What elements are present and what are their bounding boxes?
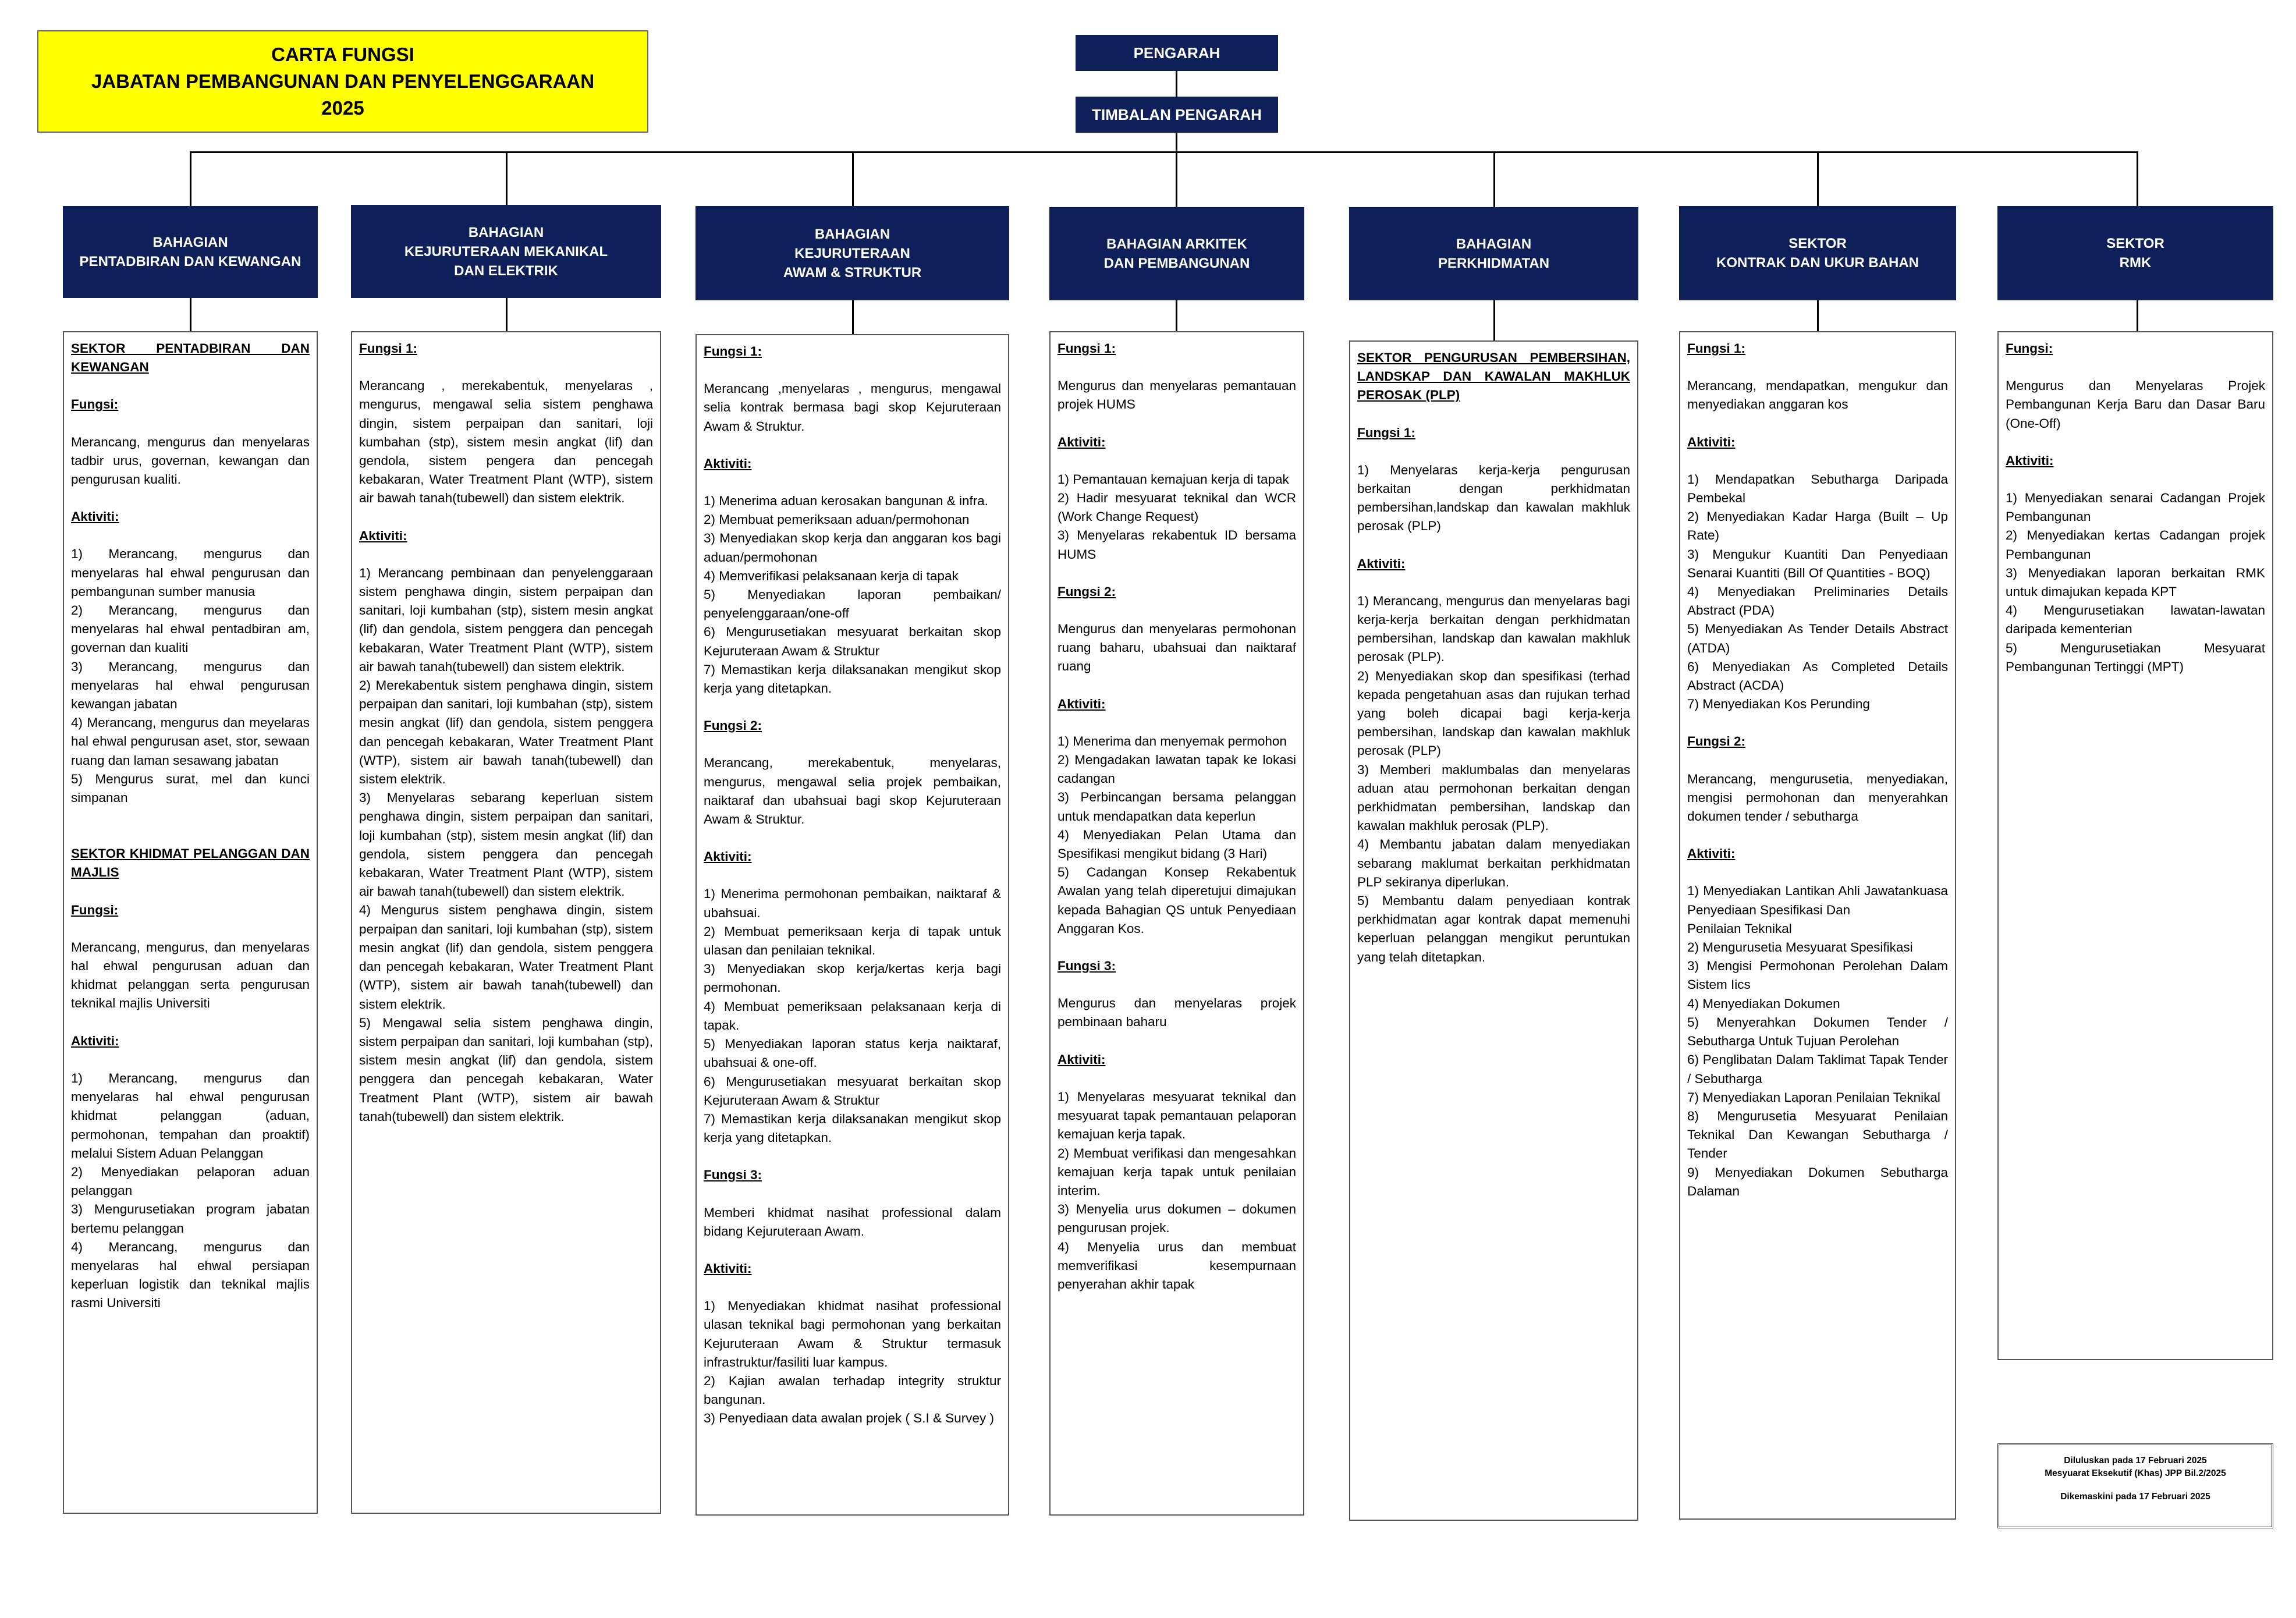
spacer [71, 377, 310, 395]
approval-note [1997, 1443, 2273, 1528]
content-line: Merancang, mengurusetia, menyediakan, mengisi permohonan dan menyerahkan dokumen tender / sebutharga [1687, 771, 1948, 824]
horizontal-connector [190, 151, 2138, 153]
spacer [1687, 358, 1948, 377]
content-line: 2) Membuat verifikasi dan mengesahkan kemajuan kerja tapak untuk penilaian interim. [1057, 1145, 1296, 1198]
content-line: 1) Menerima permohonan pembaikan, naiktaraf & ubahsuai. [704, 886, 1001, 920]
spacer [1687, 751, 1948, 770]
section-heading: Aktiviti: [1057, 1052, 1106, 1067]
header-line: SEKTOR [1788, 236, 1847, 251]
content-line: 3) Menyelaras rekabentuk ID bersama HUMS [1057, 528, 1296, 562]
spacer [71, 807, 310, 826]
content-line: 1) Menyediakan senarai Cadangan Projek Pembangunan [2006, 491, 2265, 524]
approval-date: Diluluskan pada 17 Februari 2025 [2064, 1456, 2207, 1466]
spacer [1687, 414, 1948, 433]
content-line: 2) Mengadakan lawatan tapak ke lokasi cadangan [1057, 753, 1296, 786]
section-heading: Fungsi: [71, 902, 119, 917]
content-line: 2) Mengurusetia Mesyuarat Spesifikasi [1687, 940, 1913, 955]
content-line: 4) Mengurusetiakan lawatan-lawatan daripada kementerian [2006, 603, 2265, 637]
content-line: 1) Pemantauan kemajuan kerja di tapak [1057, 471, 1289, 487]
spacer [1057, 938, 1296, 957]
division-content [351, 331, 661, 1514]
content-line: 4) Menyediakan Preliminaries Details Abstract (PDA) [1687, 584, 1948, 618]
spacer [704, 1185, 1001, 1204]
section-heading: Aktiviti: [704, 849, 752, 864]
spacer [359, 508, 653, 527]
content-line: 5) Menyediakan laporan status kerja naiktaraf, ubahsuai & one-off. [704, 1037, 1001, 1070]
title-line-2: JABATAN PEMBANGUNAN DAN PENYELENGGARAAN [91, 70, 595, 92]
title-line-1: CARTA FUNGSI [271, 44, 414, 65]
division-content [1679, 331, 1956, 1520]
drop-connector [852, 152, 854, 206]
content-line: 5) Menyediakan laporan pembaikan/ penyelenggaraan/one-off [704, 587, 1001, 621]
timbalan-pengarah-label: TIMBALAN PENGARAH [1092, 105, 1262, 123]
section-heading: Aktiviti: [359, 528, 407, 543]
content-line: 1) Merancang pembinaan dan penyelenggaraan sistem penghawa dingin, sistem perpaipan dan sanitari, loji kumbahan (stp), sistem mesin angkat (lif) dan gendola, sistem penggera dan pencegah kebakaran, Water Treatment Plant (WTP), sistem air bawah tanah(tubewell) dan sistem elektrik. [359, 565, 653, 674]
header-line: BAHAGIAN [1456, 236, 1532, 252]
spacer [2006, 470, 2265, 489]
section-heading: Aktiviti: [71, 1033, 119, 1048]
content-line: 5) Menyediakan As Tender Details Abstract (ATDA) [1687, 622, 1948, 655]
timbalan-pengarah-box [1076, 97, 1278, 133]
drop-connector [1817, 152, 1819, 206]
content-line: 2) Membuat pemeriksaan aduan/permohonan [704, 512, 970, 527]
spacer [1057, 676, 1296, 695]
section-heading: Aktiviti: [704, 1261, 752, 1276]
spacer [71, 826, 310, 845]
chart-title-box [37, 30, 648, 133]
section-heading: Aktiviti: [1057, 696, 1106, 711]
content-line: 6) Penglibatan Dalam Taklimat Tapak Tender / Sebutharga [1687, 1052, 1948, 1086]
connector-timbalan [1176, 133, 1177, 152]
content-line: Merancang ,menyelaras , mengurus, mengawal selia kontrak bermasa bagi skop Kejuruteraan Awam & Struktur. [704, 381, 1001, 434]
spacer [71, 1013, 310, 1032]
content-line: 3) Perbincangan bersama pelanggan untuk mendapatkan data keperlun [1057, 790, 1296, 824]
spacer [1057, 358, 1296, 377]
drop-connector [190, 152, 191, 206]
section-heading: Fungsi 2: [704, 718, 762, 733]
spacer [1057, 564, 1296, 583]
spacer [704, 829, 1001, 847]
content-line: 5) Membantu dalam penyediaan kontrak perkhidmatan agar kontrak dapat memenuhi keperluan pelanggan mengikut peruntukan yang telah ditetapkan. [1357, 893, 1630, 964]
content-line: 1) Menyelaras mesyuarat teknikal dan mesyuarat tapak pemantauan pelaporan kemajuan kerja tapak. [1057, 1089, 1296, 1142]
spacer [1057, 414, 1296, 433]
section-heading: Aktiviti: [704, 456, 752, 471]
content-line: 5) Cadangan Konsep Rekabentuk Awalan yang telah diperetujui dimajukan kepada Bahagian QS untuk Penyediaan Anggaran Kos. [1057, 865, 1296, 936]
content-line: 1) Merancang, mengurus dan menyelaras bagi kerja-kerja berkaitan dengan perkhidmatan pembersihan, landskap dan kawalan makhluk perosak (PLP). [1357, 593, 1630, 665]
content-line: 1) Menyediakan Lantikan Ahli Jawatankuasa Penyediaan Spesifikasi Dan [1687, 883, 1948, 917]
spacer [1057, 975, 1296, 994]
section-heading: Fungsi 1: [359, 341, 417, 356]
content-line: 1) Merancang, mengurus dan menyelaras hal ehwal pengurusan khidmat pelanggan (aduan, permohonan, tempahan dan proaktif) melalui Sistem Aduan Pelanggan [71, 1070, 310, 1161]
header-line: KEJURUTERAAN [794, 245, 910, 261]
content-line: Merancang , merekabentuk, menyelaras , mengurus, mengawal selia sistem penghawa dingin, sistem perpaipan dan sanitari, loji kumbahan (stp), sistem mesin angkat (lif) dan gendola, sistem pengera dan pencegah kebakaran, Water Treatment Plant (WTP), sistem air bawah tanah(tubewell) dan sistem elektrik. [359, 378, 653, 506]
spacer [71, 414, 310, 433]
header-line: PENTADBIRAN DAN KEWANGAN [79, 254, 301, 269]
header-line: BAHAGIAN [152, 235, 228, 250]
drop-connector [2137, 300, 2138, 331]
spacer [359, 545, 653, 564]
content-line: 4) Menyediakan Pelan Utama dan Spesifikasi mengikut bidang (3 Hari) [1057, 827, 1296, 861]
spacer [704, 361, 1001, 379]
spacer [704, 698, 1001, 716]
header-line: BAHAGIAN [468, 224, 544, 240]
division-header [1349, 207, 1638, 300]
content-line: 3) Menyediakan laporan berkaitan RMK untuk dimajukan kepada KPT [2006, 565, 2265, 599]
content-line: Merancang, mengurus dan menyelaras tadbir urus, governan, kewangan dan pengurusan kualiti. [71, 434, 310, 487]
content-line: 7) Menyediakan Kos Perunding [1687, 697, 1870, 712]
content-line: 4) Merancang, mengurus dan meyelaras hal ehwal pengurusan aset, stor, sewaan ruang dan laman sesawang jabatan [71, 715, 310, 768]
title-line-3: 2025 [321, 97, 364, 119]
spacer [71, 1051, 310, 1069]
content-line: 6) Mengurusetiakan mesyuarat berkaitan skop Kejuruteraan Awam & Struktur [704, 625, 1001, 658]
drop-connector [1176, 300, 1177, 331]
spacer [71, 526, 310, 545]
content-line: Memberi khidmat nasihat professional dalam bidang Kejuruteraan Awam. [704, 1205, 1001, 1239]
division-header [351, 205, 661, 298]
content-line: 5) Mengurus surat, mel dan kunci simpanan [71, 771, 310, 806]
content-line: 4) Memverifikasi pelaksanaan kerja di tapak [704, 568, 959, 583]
section-heading: SEKTOR PENGURUSAN PEMBERSIHAN, LANDSKAP DAN KAWALAN MAKHLUK PEROSAK (PLP) [1357, 350, 1630, 403]
section-heading: Aktiviti: [1687, 434, 1736, 449]
content-line: 5) Mengurusetiakan Mesyuarat Pembangunan Tertinggi (MPT) [2006, 640, 2265, 674]
drop-connector [1817, 300, 1819, 331]
division-header [63, 206, 318, 298]
drop-connector [506, 152, 508, 205]
spacer [1057, 1032, 1296, 1051]
section-heading: Fungsi 2: [1687, 734, 1745, 749]
content-line: Merancang, mengurus, dan menyelaras hal ehwal pengurusan aduan dan khidmat pelanggan serta pengurusan teknikal majlis Universiti [71, 939, 310, 1011]
section-heading: Fungsi 1: [1687, 341, 1745, 356]
spacer [2006, 433, 2265, 452]
content-line: 2) Menyediakan skop dan spesifikasi (terhad kepada pengetahuan asas dan rujukan terhad yang boleh dicapai bagi kerja-kerja pembersihan, landskap dan kawalan makhluk perosak (PLP) [1357, 668, 1630, 758]
content-line: 3) Menyelaras sebarang keperluan sistem penghawa dingin, sistem perpaipan dan sanitari, loji kumbahan (stp), sistem mesin angkat (lif) dan gendola, sistem penggera dan pencegah kebakaran, Water Treatment Plant (WTP), sistem air bawah tanah(tubewell) dan sistem elektrik. [359, 790, 653, 899]
division-content [1349, 340, 1638, 1521]
content-line: Penilaian Teknikal [1687, 921, 1792, 936]
spacer [1057, 714, 1296, 732]
division-content [1049, 331, 1304, 1516]
content-line: 4) Membuat pemeriksaan pelaksanaan kerja di tapak. [704, 999, 1001, 1032]
drop-connector [1493, 152, 1495, 207]
content-line: 5) Menyerahkan Dokumen Tender / Sebutharga Untuk Tujuan Perolehan [1687, 1014, 1948, 1049]
division-header [695, 206, 1009, 300]
content-line: 1) Merancang, mengurus dan menyelaras hal ehwal pengurusan dan pembangunan sumber manusia [71, 547, 310, 599]
content-line: 3) Menyediakan skop kerja/kertas kerja bagi permohonan. [704, 961, 1001, 995]
section-heading: Fungsi 2: [1057, 584, 1116, 599]
section-heading: Aktiviti: [71, 509, 119, 524]
section-heading: Fungsi 1: [1057, 341, 1116, 356]
header-line: SEKTOR [2106, 236, 2164, 251]
content-line: 1) Menyediakan khidmat nasihat professional ulasan teknikal bagi permohonan yang berkaitan Kejuruteraan Awam & Struktur termasuk infrastruktur/fasiliti luar kampus. [704, 1298, 1001, 1369]
section-heading: Aktiviti: [1057, 434, 1106, 449]
division-header [1679, 206, 1956, 300]
content-line: Merancang, merekabentuk, menyelaras, mengurus, mengawal selia projek pembaikan, naiktaraf dan ubahsuai bagi skop Kejuruteraan Awam & Struktur. [704, 755, 1001, 827]
content-line: Mengurus dan menyelaras permohonan ruang baharu, ubahsuai dan naiktaraf ruang [1057, 622, 1296, 674]
section-heading: SEKTOR KHIDMAT PELANGGAN DAN MAJLIS [71, 846, 310, 880]
spacer [1687, 863, 1948, 882]
pengarah-label: PENGARAH [1133, 44, 1220, 62]
section-heading: Fungsi 1: [704, 344, 762, 359]
spacer [1057, 601, 1296, 620]
spacer [1357, 573, 1630, 592]
drop-connector [1176, 152, 1177, 207]
section-heading: Aktiviti: [1357, 556, 1406, 571]
content-line: 3) Mengurusetiakan program jabatan bertemu pelanggan [71, 1202, 310, 1236]
content-line: 3) Mengisi Permohonan Perolehan Dalam Sistem Iics [1687, 959, 1948, 992]
meeting-ref: Mesyuarat Eksekutif (Khas) JPP Bil.2/2025 [2045, 1468, 2226, 1478]
division-content [1997, 331, 2273, 1360]
content-line: 2) Membuat pemeriksaan kerja di tapak untuk ulasan dan penilaian teknikal. [704, 924, 1001, 958]
content-line: 9) Menyediakan Dokumen Sebutharga Dalaman [1687, 1165, 1948, 1198]
content-line: 4) Membantu jabatan dalam menyediakan sebarang maklumat berkaitan perkhidmatan PLP sekiranya diperlukan. [1357, 837, 1630, 889]
drop-connector [1493, 300, 1495, 340]
header-line: PERKHIDMATAN [1438, 256, 1550, 271]
content-line: 2) Merancang, mengurus dan menyelaras hal ehwal pentadbiran am, governan dan kualiti [71, 603, 310, 655]
spacer [2006, 358, 2265, 377]
header-line: AWAM & STRUKTUR [783, 264, 922, 281]
drop-connector [190, 298, 191, 331]
content-line: 5) Mengawal selia sistem penghawa dingin, sistem perpaipan dan sanitari, loji kumbahan (stp), sistem mesin angkat (lif) dan gendola, sistem penggera dan pencegah kebakaran, Water Treatment Plant (WTP), sistem air bawah tanah(tubewell) dan sistem elektrik. [359, 1015, 653, 1124]
content-line: 1) Menerima aduan kerosakan bangunan & infra. [704, 494, 989, 509]
spacer [1057, 452, 1296, 470]
spacer [704, 1241, 1001, 1259]
section-heading: Fungsi 3: [1057, 959, 1116, 974]
spacer [704, 866, 1001, 885]
content-line: 4) Merancang, mengurus dan menyelaras hal ehwal persiapan keperluan logistik dan teknikal majlis rasmi Universiti [71, 1239, 310, 1311]
content-line: Mengurus dan menyelaras projek pembinaan baharu [1057, 996, 1296, 1030]
division-header [1049, 207, 1304, 300]
spacer [704, 735, 1001, 754]
content-line: 3) Memberi maklumbalas dan menyelaras aduan atau permohonan berkaitan dengan perkhidmatan pembersihan, landskap dan kawalan makhluk perosak (PLP). [1357, 762, 1630, 833]
content-line: 1) Mendapatkan Sebutharga Daripada Pembekal [1687, 471, 1948, 506]
spacer [71, 920, 310, 938]
spacer [1687, 826, 1948, 845]
spacer [1357, 442, 1630, 461]
content-line: 3) Penyediaan data awalan projek ( S.I & Survey ) [704, 1411, 995, 1426]
content-line: 6) Mengurusetiakan mesyuarat berkaitan skop Kejuruteraan Awam & Struktur [704, 1074, 1001, 1108]
header-line: BAHAGIAN ARKITEK [1106, 236, 1247, 252]
spacer [71, 489, 310, 508]
content-line: 3) Merancang, mengurus dan menyelaras hal ehwal pengurusan kewangan jabatan [71, 659, 310, 712]
spacer [1357, 405, 1630, 424]
spacer [704, 1147, 1001, 1166]
content-line: Merancang, mendapatkan, mengukur dan menyediakan anggaran kos [1687, 378, 1948, 412]
division-header [1997, 206, 2273, 300]
content-line: 2) Menyediakan Kadar Harga (Built – Up Rate) [1687, 509, 1948, 543]
division-content [63, 331, 318, 1514]
spacer [704, 1278, 1001, 1297]
spacer [1357, 536, 1630, 555]
drop-connector [506, 298, 508, 331]
connector-pengarah [1176, 71, 1177, 97]
section-heading: Aktiviti: [1687, 846, 1736, 861]
content-line: Mengurus dan Menyelaras Projek Pembangunan Kerja Baru dan Dasar Baru (One-Off) [2006, 378, 2265, 431]
content-line: 2) Kajian awalan terhadap integrity struktur bangunan. [704, 1373, 1001, 1407]
content-line: 1) Menerima dan menyemak permohon [1057, 733, 1287, 748]
section-heading: Aktiviti: [2006, 453, 2054, 468]
content-line: 4) Menyediakan Dokumen [1687, 996, 1840, 1011]
content-line: 4) Mengurus sistem penghawa dingin, sistem perpaipan dan sanitari, loji kumbahan (stp), sistem mesin angkat (lif) dan gendola, sistem penggera dan pencegah kebakaran, Water Treatment Plant (WTP), sistem air bawah tanah(tubewell) dan sistem elektrik. [359, 903, 653, 1012]
updated-date: Dikemaskini pada 17 Februari 2025 [2060, 1492, 2210, 1502]
drop-connector [2137, 152, 2138, 206]
header-line: RMK [2119, 255, 2152, 271]
section-heading: Fungsi 3: [704, 1168, 762, 1183]
header-line: KONTRAK DAN UKUR BAHAN [1716, 255, 1919, 271]
content-line: 4) Menyelia urus dan membuat memverifikasi kesempurnaan penyerahan akhir tapak [1057, 1239, 1296, 1291]
section-heading: Fungsi: [71, 397, 119, 412]
content-line: Mengurus dan menyelaras pemantauan projek HUMS [1057, 378, 1296, 412]
spacer [1687, 452, 1948, 470]
spacer [359, 358, 653, 377]
drop-connector [852, 300, 854, 334]
content-line: 8) Mengurusetia Mesyuarat Penilaian Teknikal Dan Kewangan Sebutharga / Tender [1687, 1108, 1948, 1161]
section-heading: Fungsi: [2006, 341, 2053, 356]
spacer [1057, 1069, 1296, 1088]
content-line: 2) Merekabentuk sistem penghawa dingin, sistem perpaipan dan sanitari, loji kumbahan (stp), sistem mesin angkat (lif) dan gendola, sistem penggera dan pencegah kebakaran, Water Treatment Plant (WTP), sistem air bawah tanah(tubewell) dan sistem elektrik. [359, 678, 653, 787]
content-line: 3) Menyediakan skop kerja dan anggaran kos bagi aduan/permohonan [704, 531, 1001, 565]
spacer [704, 436, 1001, 455]
section-heading: SEKTOR PENTADBIRAN DAN KEWANGAN [71, 341, 310, 375]
division-content [695, 334, 1009, 1516]
spacer [704, 473, 1001, 492]
section-heading: Fungsi 1: [1357, 425, 1415, 440]
content-line: 6) Menyediakan As Completed Details Abstract (ACDA) [1687, 659, 1948, 693]
content-line: 2) Hadir mesyuarat teknikal dan WCR (Work Change Request) [1057, 491, 1296, 524]
content-line: 7) Memastikan kerja dilaksanakan mengikut skop kerja yang ditetapkan. [704, 1111, 1001, 1145]
content-line: 2) Menyediakan kertas Cadangan projek Pembangunan [2006, 528, 2265, 562]
header-line: DAN ELEKTRIK [454, 262, 558, 279]
header-line: DAN PEMBANGUNAN [1103, 256, 1250, 271]
spacer [1687, 714, 1948, 732]
content-line: 3) Mengukur Kuantiti Dan Penyediaan Senarai Kuantiti (Bill Of Quantities - BOQ) [1687, 547, 1948, 580]
content-line: 7) Memastikan kerja dilaksanakan mengikut skop kerja yang ditetapkan. [704, 662, 1001, 696]
spacer [71, 882, 310, 901]
content-line: 3) Menyelia urus dokumen – dokumen pengurusan projek. [1057, 1202, 1296, 1236]
content-line: 2) Menyediakan pelaporan aduan pelanggan [71, 1164, 310, 1198]
pengarah-box [1076, 35, 1278, 71]
header-line: BAHAGIAN [814, 226, 890, 242]
header-line: KEJURUTERAAN MEKANIKAL [404, 243, 608, 260]
content-line: 1) Menyelaras kerja-kerja pengurusan berkaitan dengan perkhidmatan pembersihan,landskap dan kawalan makhluk perosak (PLP) [1357, 462, 1630, 534]
content-line: 7) Menyediakan Laporan Penilaian Teknikal [1687, 1090, 1940, 1105]
